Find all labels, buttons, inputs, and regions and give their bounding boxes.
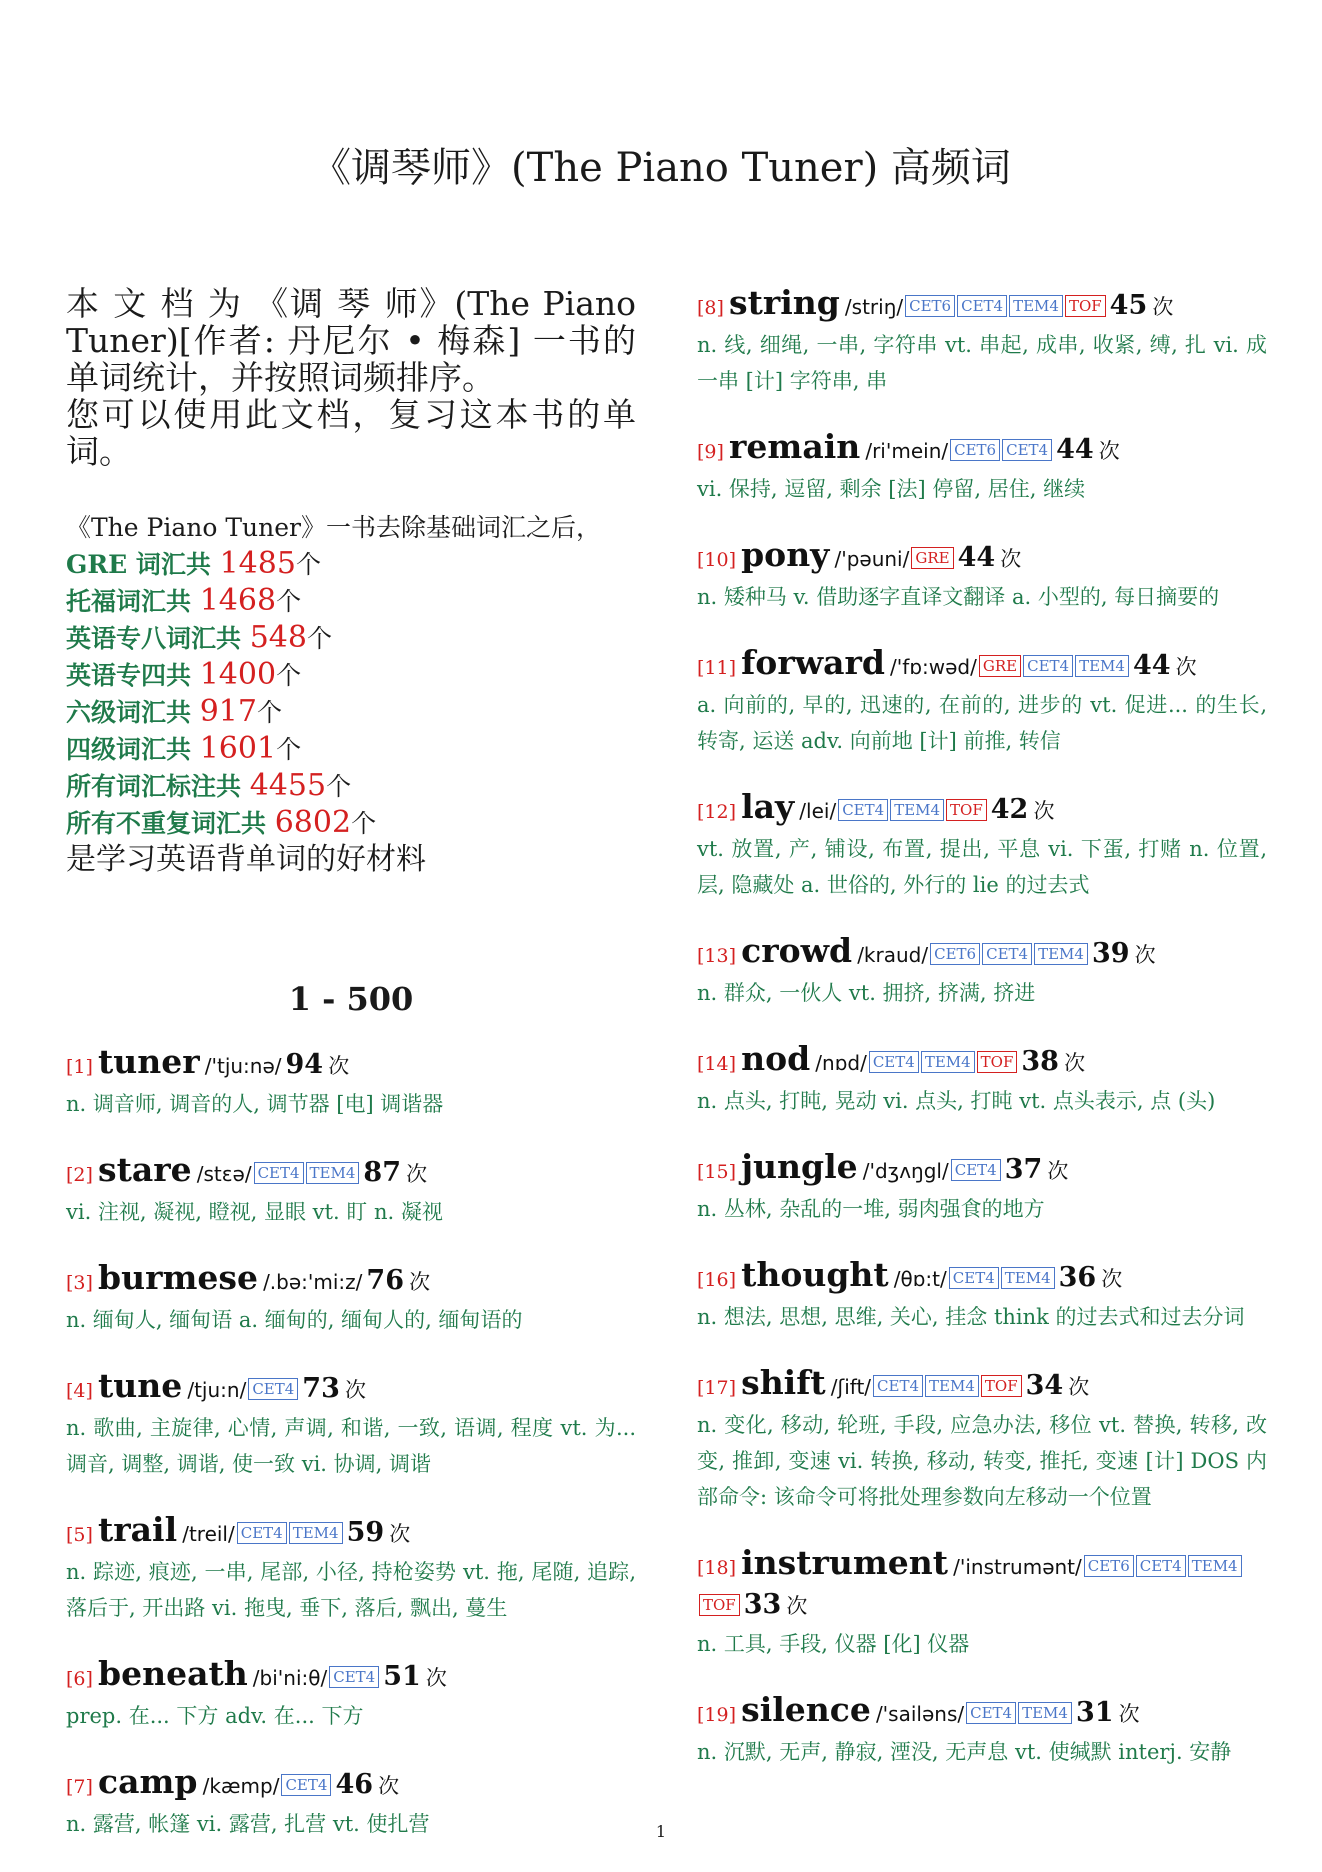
frequency-unit: 次 <box>1101 1267 1123 1291</box>
entry-head <box>697 429 1267 471</box>
entry-index: [5] <box>66 1524 93 1546</box>
entry-phonetic: /stɛə/ <box>196 1162 252 1186</box>
exam-tag: CET6 <box>1084 1555 1134 1577</box>
exam-tag: TEM4 <box>1009 295 1063 317</box>
exam-tag: CET4 <box>957 295 1007 317</box>
entry-head <box>66 1260 636 1302</box>
entry-phonetic: /ri'mein/ <box>865 439 949 463</box>
word-list-left <box>66 1044 636 1842</box>
entry-phonetic: /'tju:nə/ <box>204 1054 282 1078</box>
entry-index: [10] <box>697 549 737 571</box>
entry-index: [11] <box>697 657 737 679</box>
frequency-unit: 次 <box>1000 547 1022 571</box>
entry-phonetic: /nɒd/ <box>815 1051 867 1075</box>
entry-frequency: 38 <box>1021 1046 1059 1077</box>
exam-tag: TOF <box>981 1375 1022 1397</box>
entry-word: lay <box>741 787 795 826</box>
entry-word: thought <box>741 1255 889 1294</box>
entry-definition: n. 丛林, 杂乱的一堆, 弱肉强食的地方 <box>697 1197 1045 1221</box>
frequency-unit: 次 <box>409 1270 431 1294</box>
stats-value: 6802 <box>274 805 352 840</box>
stats-label: 托福词汇共 <box>66 587 200 616</box>
word-entry <box>697 933 1267 1011</box>
entry-phonetic: /'sailəns/ <box>875 1702 965 1726</box>
stats-row <box>66 805 636 842</box>
stats-label: GRE 词汇共 <box>66 550 220 579</box>
exam-tag: GRE <box>979 655 1021 677</box>
entry-index: [14] <box>697 1053 737 1075</box>
entry-frequency: 31 <box>1075 1697 1114 1728</box>
stats-unit: 个 <box>295 550 321 579</box>
page-number: 1 <box>655 1822 667 1841</box>
entry-word: camp <box>98 1762 198 1801</box>
entry-index: [9] <box>697 441 724 463</box>
entry-word: shift <box>741 1363 826 1402</box>
exam-tag: TEM4 <box>890 799 944 821</box>
exam-tag: CET4 <box>838 799 888 821</box>
frequency-unit: 次 <box>389 1522 411 1546</box>
exam-tag: TOF <box>977 1051 1018 1073</box>
stats-value: 548 <box>249 620 307 655</box>
exam-tag: GRE <box>911 547 953 569</box>
entry-index: [16] <box>697 1269 737 1291</box>
stats-unit: 个 <box>351 809 377 838</box>
word-entry <box>697 285 1267 399</box>
entry-phonetic: /.bə:'mi:z/ <box>263 1270 363 1294</box>
entry-word: tune <box>98 1366 183 1405</box>
entry-definition: vi. 注视, 凝视, 瞪视, 显眼 vt. 盯 n. 凝视 <box>66 1200 443 1224</box>
entry-head <box>697 537 1267 579</box>
entry-definition: n. 缅甸人, 缅甸语 a. 缅甸的, 缅甸人的, 缅甸语的 <box>66 1308 523 1332</box>
exam-tag: CET4 <box>1023 655 1073 677</box>
entry-definition: n. 沉默, 无声, 静寂, 湮没, 无声息 vt. 使缄默 interj. 安静 <box>697 1740 1232 1764</box>
exam-tag: CET6 <box>950 439 1000 461</box>
entry-index: [4] <box>66 1380 93 1402</box>
entry-word: stare <box>98 1150 192 1189</box>
entry-phonetic: /'dʒʌŋgl/ <box>862 1159 949 1183</box>
word-entry <box>697 537 1267 615</box>
entry-head <box>697 1545 1267 1626</box>
entry-word: pony <box>741 535 830 574</box>
entry-word: nod <box>741 1039 811 1078</box>
word-entry <box>697 789 1267 903</box>
entry-index: [6] <box>66 1668 93 1690</box>
exam-tag: TEM4 <box>289 1522 343 1544</box>
entry-frequency: 44 <box>1056 434 1094 465</box>
exam-tag: TOF <box>946 799 987 821</box>
exam-tag: TEM4 <box>1075 655 1129 677</box>
frequency-unit: 次 <box>378 1774 400 1798</box>
stats-label: 四级词汇共 <box>66 735 200 764</box>
frequency-unit: 次 <box>1033 799 1055 823</box>
stats-unit: 个 <box>276 735 302 764</box>
frequency-unit: 次 <box>1175 655 1197 679</box>
frequency-unit: 次 <box>1152 295 1174 319</box>
vocab-stats <box>66 510 636 878</box>
entry-definition: n. 线, 细绳, 一串, 字符串 vt. 串起, 成串, 收紧, 缚, 扎 vi. 成一串 [计] 字符串, 串 <box>697 333 1267 393</box>
entry-frequency: 37 <box>1004 1154 1043 1185</box>
entry-head <box>697 285 1267 327</box>
stats-value: 1485 <box>219 546 296 581</box>
frequency-unit: 次 <box>328 1054 350 1078</box>
word-entry <box>697 429 1267 507</box>
entry-word: string <box>729 283 840 322</box>
word-entry <box>697 1365 1267 1515</box>
entry-definition: n. 矮种马 v. 借助逐字直译文翻译 a. 小型的, 每日摘要的 <box>697 585 1220 609</box>
entry-index: [12] <box>697 801 737 823</box>
entry-index: [19] <box>697 1704 737 1726</box>
entry-definition: n. 露营, 帐篷 vi. 露营, 扎营 vt. 使扎营 <box>66 1812 430 1836</box>
exam-tag: CET4 <box>949 1267 999 1289</box>
exam-tag: TOF <box>699 1594 740 1616</box>
entry-head <box>697 645 1267 687</box>
frequency-unit: 次 <box>1064 1051 1086 1075</box>
exam-tag: CET4 <box>329 1666 379 1688</box>
word-entry <box>697 1692 1267 1770</box>
entry-phonetic: /ʃift/ <box>830 1375 872 1399</box>
entry-frequency: 51 <box>383 1661 421 1692</box>
entry-definition: n. 踪迹, 痕迹, 一串, 尾部, 小径, 持枪姿势 vt. 拖, 尾随, 追踪, 落后于, 开出路 vi. 拖曳, 垂下, 落后, 飘出, 蔓生 <box>66 1560 636 1620</box>
left-column <box>66 285 636 1872</box>
word-entry <box>66 1260 636 1338</box>
exam-tag: TOF <box>1065 295 1106 317</box>
entry-definition: n. 工具, 手段, 仪器 [化] 仪器 <box>697 1632 970 1656</box>
entry-index: [15] <box>697 1161 737 1183</box>
exam-tag: CET4 <box>869 1051 919 1073</box>
frequency-unit: 次 <box>1047 1159 1069 1183</box>
exam-tag: CET4 <box>248 1378 298 1400</box>
frequency-unit: 次 <box>1098 439 1120 463</box>
entry-word: burmese <box>98 1258 258 1297</box>
stats-row <box>66 657 636 694</box>
exam-tag: CET4 <box>966 1702 1016 1724</box>
stats-value: 917 <box>199 694 257 729</box>
range-heading: 1 - 500 <box>288 980 414 1018</box>
exam-tag: TEM4 <box>921 1051 975 1073</box>
exam-tag: TEM4 <box>1188 1555 1242 1577</box>
stats-value: 4455 <box>249 768 327 803</box>
entry-word: jungle <box>741 1147 858 1186</box>
entry-head <box>697 933 1267 975</box>
exam-tag: CET4 <box>873 1375 923 1397</box>
word-entry <box>66 1044 636 1122</box>
entry-phonetic: /bi'ni:θ/ <box>252 1666 328 1690</box>
entry-phonetic: /striŋ/ <box>844 295 904 319</box>
entry-head <box>66 1044 636 1086</box>
entry-word: trail <box>98 1510 178 1549</box>
entry-definition: a. 向前的, 早的, 迅速的, 在前的, 进步的 vt. 促进... 的生长, 转寄, 运送 adv. 向前地 [计] 前推, 转信 <box>697 693 1267 753</box>
stats-label: 所有不重复词汇共 <box>66 809 275 838</box>
entry-word: crowd <box>741 931 853 970</box>
entry-phonetic: /'instrumənt/ <box>953 1555 1082 1579</box>
stats-unit: 个 <box>326 772 352 801</box>
stats-value: 1468 <box>199 583 277 618</box>
right-column <box>697 285 1267 1800</box>
stats-label: 英语专四共 <box>66 661 200 690</box>
stats-row <box>66 694 636 731</box>
exam-tag: TEM4 <box>925 1375 979 1397</box>
entry-head <box>697 1257 1267 1299</box>
exam-tag: TEM4 <box>1001 1267 1055 1289</box>
exam-tag: TEM4 <box>306 1162 360 1184</box>
entry-frequency: 44 <box>1132 650 1171 681</box>
word-entry <box>66 1152 636 1230</box>
entry-word: silence <box>741 1690 871 1729</box>
frequency-unit: 次 <box>1068 1375 1090 1399</box>
stats-unit: 个 <box>276 587 302 616</box>
stats-row <box>66 583 636 620</box>
entry-frequency: 76 <box>366 1265 404 1296</box>
word-entry <box>697 1041 1267 1119</box>
stats-label: 所有词汇标注共 <box>66 772 250 801</box>
stats-unit: 个 <box>276 661 302 690</box>
stats-label: 六级词汇共 <box>66 698 200 727</box>
entry-phonetic: /treil/ <box>182 1522 235 1546</box>
exam-tag: TEM4 <box>1018 1702 1072 1724</box>
entry-frequency: 36 <box>1058 1262 1097 1293</box>
frequency-unit: 次 <box>786 1594 808 1618</box>
intro-paragraph: 本 文 档 为 《调 琴 师》(The Piano Tuner)[作者: 丹尼尔 • 梅森] 一书的单词统计，并按照词频排序。 <box>66 284 636 397</box>
word-entry <box>66 1656 636 1734</box>
exam-tag: CET4 <box>237 1522 287 1544</box>
exam-tag: TEM4 <box>1034 943 1088 965</box>
stats-row <box>66 546 636 583</box>
entry-index: [3] <box>66 1272 93 1294</box>
frequency-unit: 次 <box>1118 1702 1140 1726</box>
entry-phonetic: /tju:n/ <box>187 1378 247 1402</box>
word-entry <box>697 1545 1267 1662</box>
word-list-right <box>697 285 1267 1770</box>
frequency-unit: 次 <box>344 1378 366 1402</box>
entry-phonetic: /lei/ <box>799 799 837 823</box>
entry-frequency: 44 <box>957 542 996 573</box>
entry-head <box>66 1656 636 1698</box>
entry-index: [13] <box>697 945 737 967</box>
entry-phonetic: /'pəuni/ <box>834 547 910 571</box>
entry-word: remain <box>729 427 861 466</box>
stats-tail: 是学习英语背单词的好材料 <box>66 842 426 877</box>
entry-head <box>697 1365 1267 1407</box>
intro <box>66 285 636 470</box>
exam-tag: CET6 <box>930 943 980 965</box>
stats-row <box>66 620 636 657</box>
stats-label: 英语专八词汇共 <box>66 624 250 653</box>
entry-frequency: 73 <box>302 1373 340 1404</box>
entry-head <box>697 789 1267 831</box>
stats-lead: 《The Piano Tuner》一书去除基础词汇之后， <box>66 513 601 542</box>
stats-rows <box>66 546 636 842</box>
entry-frequency: 39 <box>1091 938 1130 969</box>
word-entry <box>697 1257 1267 1335</box>
entry-definition: n. 调音师, 调音的人, 调节器 [电] 调谐器 <box>66 1092 444 1116</box>
stats-value: 1400 <box>199 657 277 692</box>
entry-definition: vt. 放置, 产, 铺设, 布置, 提出, 平息 vi. 下蛋, 打赌 n. 位置, 层, 隐藏处 a. 世俗的, 外行的 lie 的过去式 <box>697 837 1267 897</box>
page-title: 《调琴师》(The Piano Tuner) 高频词 <box>311 145 1011 191</box>
frequency-unit: 次 <box>425 1666 447 1690</box>
exam-tag: CET6 <box>905 295 955 317</box>
entry-frequency: 34 <box>1025 1370 1064 1401</box>
entry-phonetic: /θɒ:t/ <box>893 1267 947 1291</box>
entry-head <box>697 1149 1267 1191</box>
stats-unit: 个 <box>306 624 332 653</box>
entry-word: tuner <box>98 1042 200 1081</box>
entry-index: [1] <box>66 1056 93 1078</box>
entry-head <box>66 1368 636 1410</box>
exam-tag: CET4 <box>254 1162 304 1184</box>
stats-value: 1601 <box>199 731 277 766</box>
entry-frequency: 33 <box>743 1589 782 1620</box>
entry-head <box>697 1041 1267 1083</box>
entry-word: forward <box>741 643 885 682</box>
intro-paragraph: 您可以使用此文档，复习这本书的单词。 <box>66 395 636 471</box>
entry-index: [8] <box>697 297 724 319</box>
entry-index: [17] <box>697 1377 737 1399</box>
entry-frequency: 59 <box>346 1517 385 1548</box>
stats-row <box>66 768 636 805</box>
entry-definition: vi. 保持, 逗留, 剩余 [法] 停留, 居住, 继续 <box>697 477 1086 501</box>
entry-definition: n. 点头, 打盹, 晃动 vi. 点头, 打盹 vt. 点头表示, 点 (头) <box>697 1089 1216 1113</box>
word-entry <box>66 1512 636 1626</box>
exam-tag: CET4 <box>1002 439 1052 461</box>
entry-definition: n. 想法, 思想, 思维, 关心, 挂念 think 的过去式和过去分词 <box>697 1305 1245 1329</box>
frequency-unit: 次 <box>1134 943 1156 967</box>
exam-tag: CET4 <box>982 943 1032 965</box>
exam-tag: CET4 <box>281 1774 331 1796</box>
entry-index: [7] <box>66 1776 93 1798</box>
entry-frequency: 45 <box>1109 290 1148 321</box>
entry-definition: n. 群众, 一伙人 vt. 拥挤, 挤满, 挤进 <box>697 981 1036 1005</box>
entry-definition: n. 变化, 移动, 轮班, 手段, 应急办法, 移位 vt. 替换, 转移, 改变, 推卸, 变速 vi. 转换, 移动, 转变, 推托, 变速 [计] DOS 内部命令: 该命令可将批处理参数向左移动一个位置 <box>697 1413 1267 1509</box>
entry-head <box>66 1764 636 1806</box>
stats-unit: 个 <box>256 698 282 727</box>
entry-word: instrument <box>741 1543 948 1582</box>
entry-phonetic: /kraud/ <box>857 943 929 967</box>
entry-word: beneath <box>98 1654 248 1693</box>
exam-tag: CET4 <box>1136 1555 1186 1577</box>
entry-frequency: 87 <box>363 1157 401 1188</box>
entry-frequency: 46 <box>335 1769 374 1800</box>
entry-index: [2] <box>66 1164 93 1186</box>
exam-tag: CET4 <box>951 1159 1001 1181</box>
entry-head <box>697 1692 1267 1734</box>
entry-phonetic: /'fɒ:wəd/ <box>890 655 977 679</box>
entry-definition: n. 歌曲, 主旋律, 心情, 声调, 和谐, 一致, 语调, 程度 vt. 为... 调音, 调整, 调谐, 使一致 vi. 协调, 调谐 <box>66 1416 636 1476</box>
word-entry <box>66 1368 636 1482</box>
word-entry <box>697 1149 1267 1227</box>
stats-row <box>66 731 636 768</box>
entry-frequency: 42 <box>990 794 1029 825</box>
word-entry <box>697 645 1267 759</box>
entry-index: [18] <box>697 1557 737 1579</box>
entry-phonetic: /kæmp/ <box>202 1774 280 1798</box>
entry-head <box>66 1512 636 1554</box>
entry-head <box>66 1152 636 1194</box>
entry-frequency: 94 <box>285 1049 324 1080</box>
entry-definition: prep. 在... 下方 adv. 在... 下方 <box>66 1704 364 1728</box>
frequency-unit: 次 <box>406 1162 428 1186</box>
